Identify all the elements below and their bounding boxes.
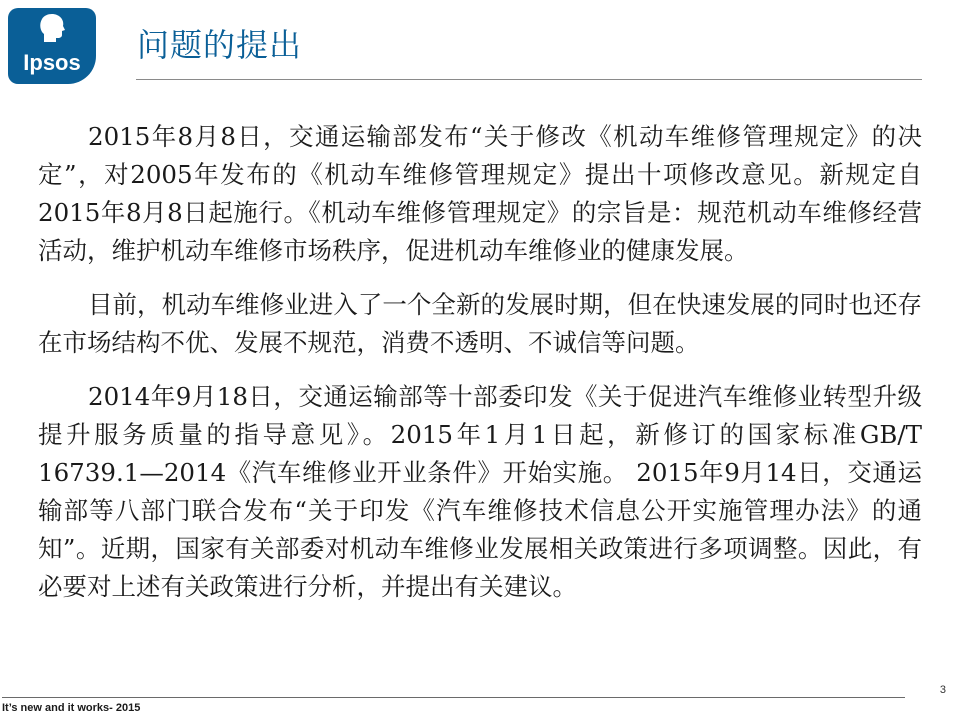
slide-body bbox=[38, 118, 922, 622]
ipsos-logo bbox=[8, 8, 96, 84]
slide-title: 问题的提出 bbox=[137, 26, 303, 64]
title-divider bbox=[136, 79, 922, 80]
footer-text: It’s new and it works- 2015 bbox=[2, 702, 141, 714]
head-silhouette-icon bbox=[38, 12, 66, 44]
paragraph-current-state: 目前，机动车维修业进入了一个全新的发展时期，但在快速发展的同时也还存在市场结构不优、发展不规范，消费不透明、不诚信等问题。 bbox=[38, 290, 922, 357]
logo-text: Ipsos bbox=[23, 50, 81, 75]
page-number: 3 bbox=[939, 684, 946, 696]
footer-divider bbox=[2, 697, 905, 698]
paragraph-regulation: 2015年8月8日，交通运输部发布“关于修改《机动车维修管理规定》的决定”，对2005年发布的《机动车维修管理规定》提出十项修改意见。新规定自2015年8月8日起施行。《机动车维修管理规定》的宗旨是：规范机动车维修经营活动，维护机动车维修市场秩序，促进机动车维修业的健康发展。 bbox=[38, 122, 922, 265]
paragraph-policy-changes: 2014年9月18日，交通运输部等十部委印发《关于促进汽车维修业转型升级 提升服务质量的指导意见》。2015年1月1日起，新修订的国家标准GB/T 16739.1—2014《汽车维修业开业条件》开始实施。 2015年9月14日，交通运输部等八部门联合发布“关于印发《汽车维修技术信息公开实施管理办法》的通知”。近期，国家有关部委对机动车维修业发展相关政策进行多项调整。因此，有必要对上述有关政策进行分析，并提出有关建议。 bbox=[38, 382, 922, 601]
